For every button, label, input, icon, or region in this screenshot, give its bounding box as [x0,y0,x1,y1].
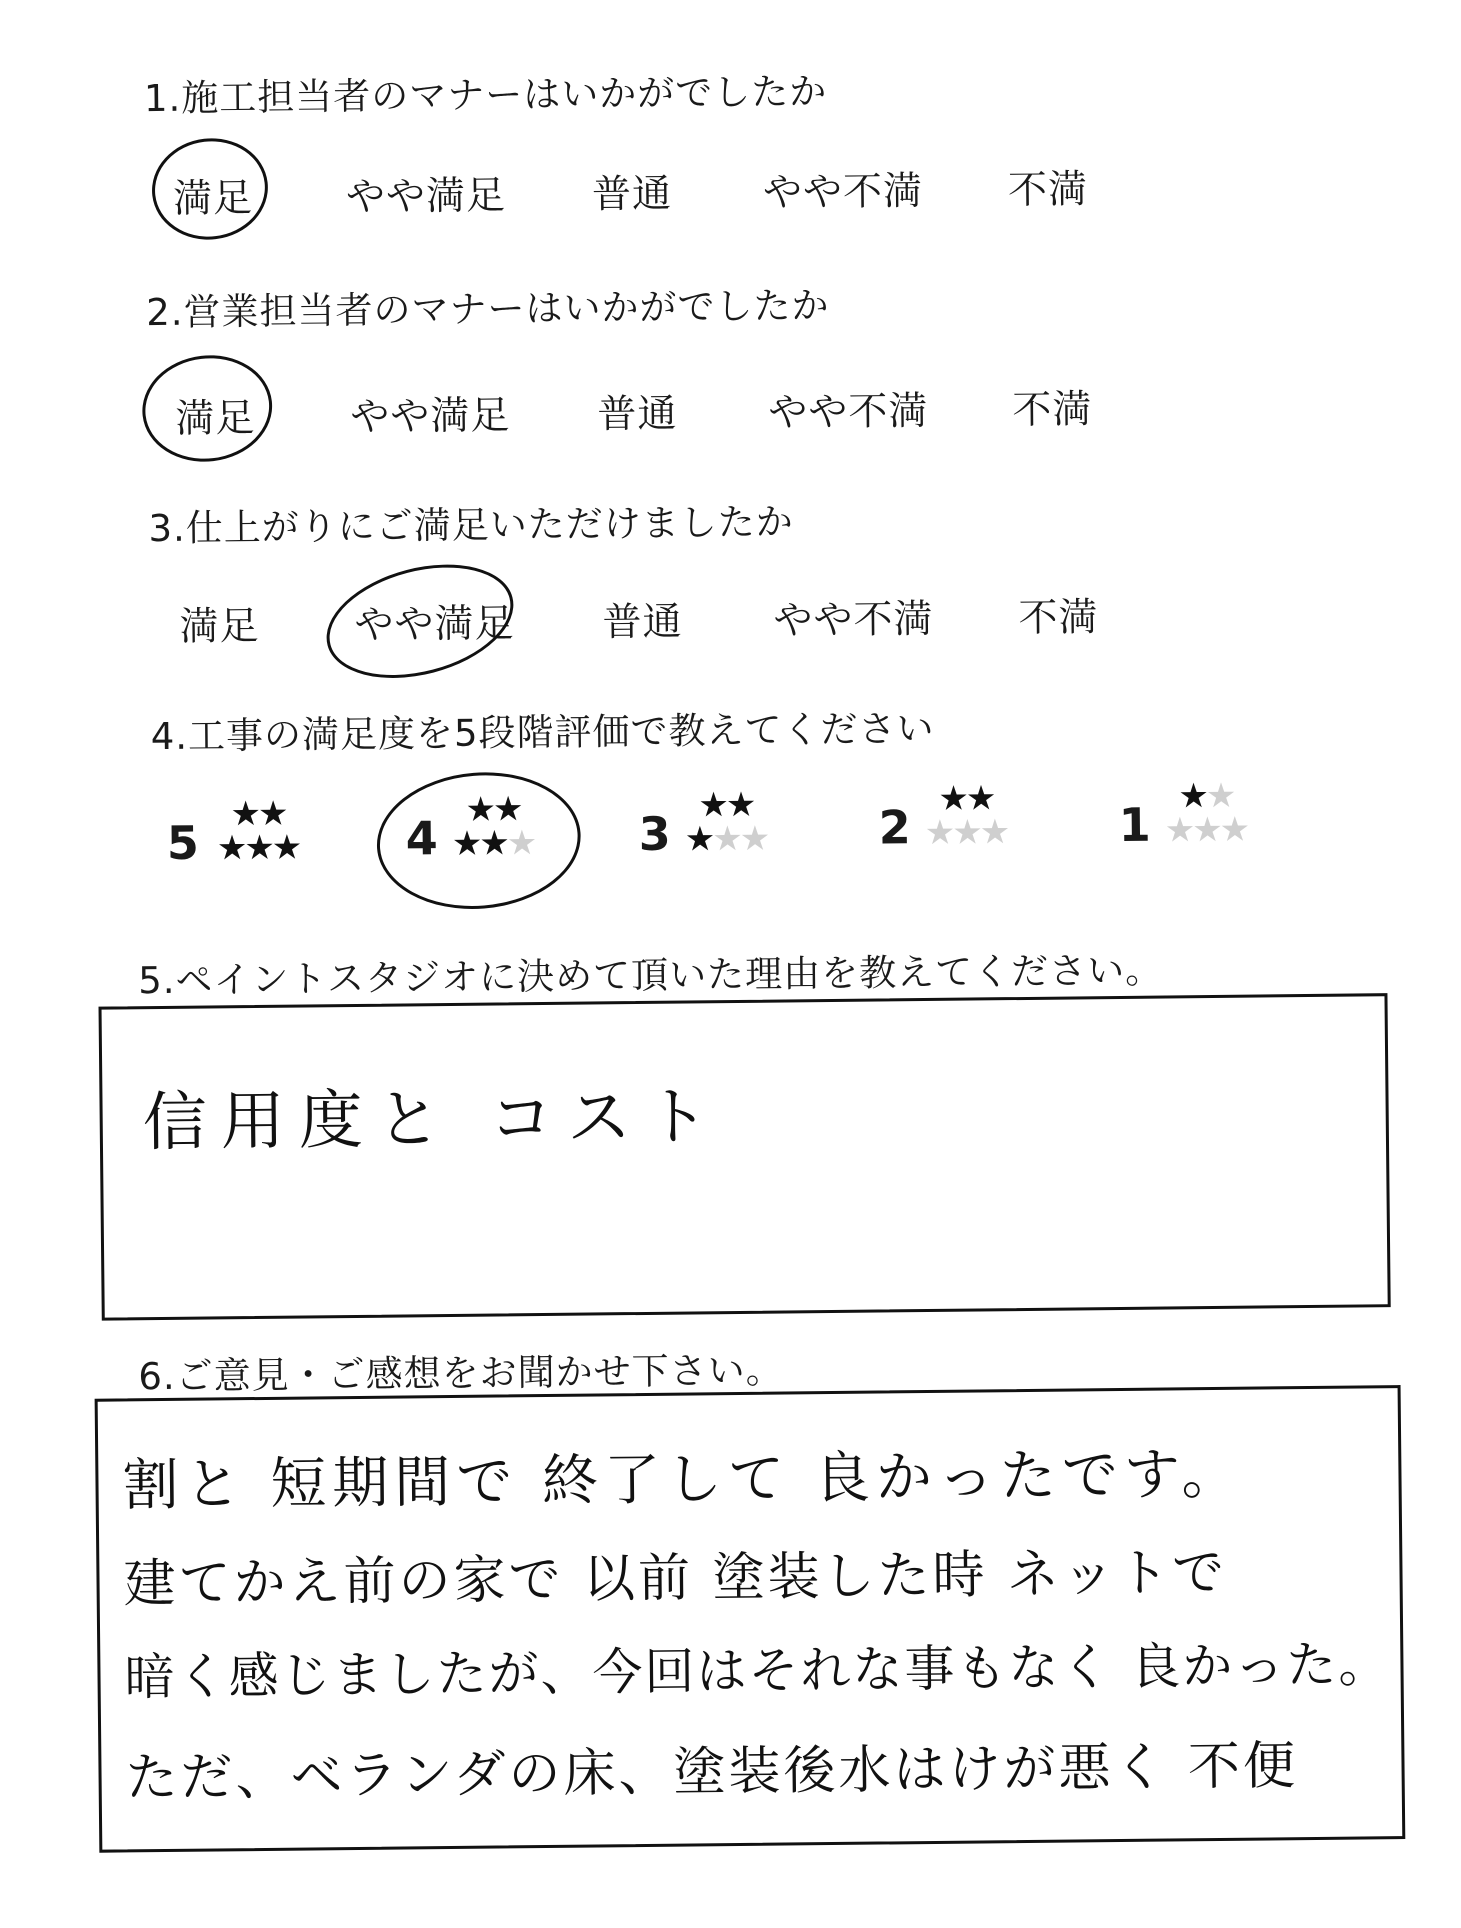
q1-option-somewhat-dissatisfied[interactable]: やや不満 [762,168,924,216]
q3-option-neutral[interactable]: 普通 [602,599,683,646]
q2-option-neutral[interactable]: 普通 [597,391,678,438]
q1-option-somewhat-satisfied[interactable]: やや満足 [345,173,507,221]
rating-4-label[interactable]: 4 [405,811,439,866]
star-outline-icon: ★ [1219,809,1251,850]
star-outline-icon: ★ [952,812,983,853]
star-icon: ★ [684,819,716,860]
rating-3-label[interactable]: 3 [638,806,672,862]
q3-option-somewhat-dissatisfied[interactable]: やや不満 [773,596,934,644]
q3-option-dissatisfied[interactable]: 不満 [1018,595,1099,642]
star-icon: ★ [938,778,970,819]
star-outline-icon: ★ [1205,775,1237,817]
q2-selection-circle [137,348,278,468]
star-icon: ★ [216,828,248,869]
q2-option-dissatisfied[interactable]: 不満 [1012,387,1093,434]
q2-option-somewhat-dissatisfied[interactable]: やや不満 [768,388,929,436]
question-3: 3.仕上がりにご満足いただけましたか [148,500,795,551]
question-6: 6.ご意見・ご感想をお聞かせ下さい。 [138,1348,784,1399]
star-icon: ★ [1178,776,1210,817]
q1-option-satisfied[interactable]: 満足 [172,176,254,222]
q4-selection-circle [372,765,586,917]
q5-handwritten-answer: 信用度と コスト [142,1080,724,1161]
q6-answer-line-1: 割と 短期間で 終了して 良かったです。 [122,1441,1244,1519]
rating-1-stars[interactable] [1164,775,1251,851]
q3-selection-circle [314,546,526,697]
star-icon: ★ [451,823,483,864]
q6-answer-line-2: 建てかえ前の家で 以前 塗装した時 ネットで [123,1542,1228,1615]
rating-5-label[interactable]: 5 [166,815,200,870]
star-outline-icon: ★ [712,818,743,860]
star-icon: ★ [479,823,510,864]
q2-option-satisfied[interactable]: 満足 [175,395,256,442]
question-1: 1.施工担当者のマナーはいかがでしたか [143,69,828,121]
star-icon: ★ [271,827,303,868]
q1-option-neutral[interactable]: 普通 [591,171,673,218]
q6-answer-line-3: 暗く感じましたが、今回はそれな事もなく 良かった。 [124,1635,1391,1707]
q3-option-somewhat-satisfied[interactable]: やや満足 [354,601,515,648]
star-icon: ★ [465,789,497,830]
star-outline-icon: ★ [739,818,771,859]
q5-answer-box[interactable] [99,993,1391,1320]
star-icon: ★ [257,793,289,834]
q1-selection-circle [147,132,274,246]
q3-option-satisfied[interactable]: 満足 [179,603,260,650]
rating-2-stars[interactable] [924,778,1011,854]
star-icon: ★ [230,793,262,835]
star-outline-icon: ★ [924,812,956,854]
star-icon: ★ [492,789,524,830]
q1-option-dissatisfied[interactable]: 不満 [1007,167,1089,214]
star-outline-icon: ★ [1164,810,1196,851]
rating-1-label[interactable]: 1 [1118,797,1151,852]
rating-2-label[interactable]: 2 [878,800,911,855]
q6-answer-line-4: ただ、ベランダの床、塗装後水はけが悪く 不便 [125,1736,1299,1809]
rating-3-stars[interactable] [684,784,771,860]
star-icon: ★ [698,785,730,826]
question-2: 2.営業担当者のマナーはいかがでしたか [146,283,830,335]
q6-answer-box[interactable] [95,1385,1406,1853]
star-outline-icon: ★ [979,812,1011,853]
rating-5-stars[interactable] [216,793,303,869]
star-icon: ★ [244,827,276,869]
question-4: 4.工事の満足度を5段階評価で教えてください [150,706,935,759]
star-icon: ★ [965,778,997,819]
star-outline-icon: ★ [506,823,538,864]
star-icon: ★ [725,784,757,826]
star-outline-icon: ★ [1191,809,1223,851]
q2-option-somewhat-satisfied[interactable]: やや満足 [350,393,511,441]
question-5: 5.ペイントスタジオに決めて頂いた理由を教えてください。 [138,948,1164,1003]
